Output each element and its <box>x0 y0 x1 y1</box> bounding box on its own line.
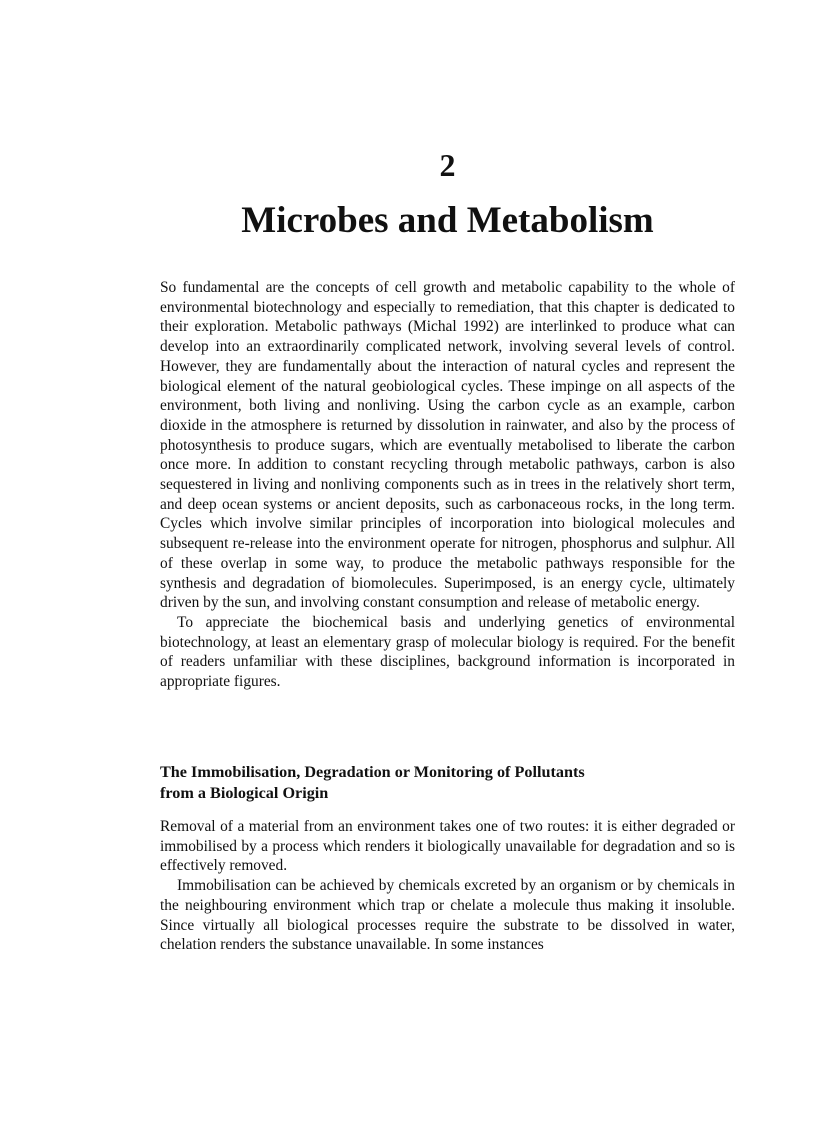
chapter-number: 2 <box>439 147 456 183</box>
intro-text <box>160 278 735 692</box>
intro-paragraph-2: To appreciate the biochemical basis and underlying genetics of environmental biotechnology, at least an elementary grasp of molecular biology is required. For the benefit of readers unfamiliar with these disciplines, background information is incorporated in appropriate figures. <box>160 613 735 691</box>
intro-paragraph-1: So fundamental are the concepts of cell growth and metabolic capability to the whole of environmental biotechnology and especially to remediation, that this chapter is dedicated to their exploration. Metabolic pathways (Michal 1992) are interlinked to produce what can develop into an extraordinarily complicated network, involving several levels of control. However, they are fundamentally about the interaction of natural cycles and represent the biological element of the natural geobiological cycles. These impinge on all aspects of the environment, both living and nonliving. Using the carbon cycle as an example, carbon dioxide in the atmosphere is returned by dissolution in rainwater, and also by the process of photosynthesis to produce sugars, which are eventually metabolised to liberate the carbon once more. In addition to constant recycling through metabolic pathways, carbon is also sequestered in living and nonliving components such as in trees in the relatively short term, and deep ocean systems or ancient deposits, such as carbonaceous rocks, in the long term. Cycles which involve similar principles of incorporation into biological molecules and subsequent re-release into the environment operate for nitrogen, phosphorus and sulphur. All of these overlap in some way, to produce the metabolic pathways responsible for the synthesis and degradation of biomolecules. Superimposed, is an energy cycle, ultimately driven by the sun, and involving constant consumption and release of metabolic energy. <box>160 279 735 612</box>
section-heading-line-2: from a Biological Origin <box>160 784 329 802</box>
section-paragraph-2: Immobilisation can be achieved by chemicals excreted by an organism or by chemicals in the neighbouring environment which trap or chelate a molecule thus making it insoluble. Since virtually all biological processes require the substrate to be dissolved in water, chelation renders the substance unavailable. In some instances <box>160 877 735 954</box>
section-heading <box>160 762 735 804</box>
chapter-title: Microbes and Metabolism <box>241 200 654 241</box>
section-text <box>160 817 735 955</box>
section-heading-line-1: The Immobilisation, Degradation or Monitoring of Pollutants <box>160 763 585 781</box>
section-paragraph-1: Removal of a material from an environment takes one of two routes: it is either degraded or immobilised by a process which renders it biologically unavailable for degradation and so is effectively removed. <box>160 818 735 875</box>
